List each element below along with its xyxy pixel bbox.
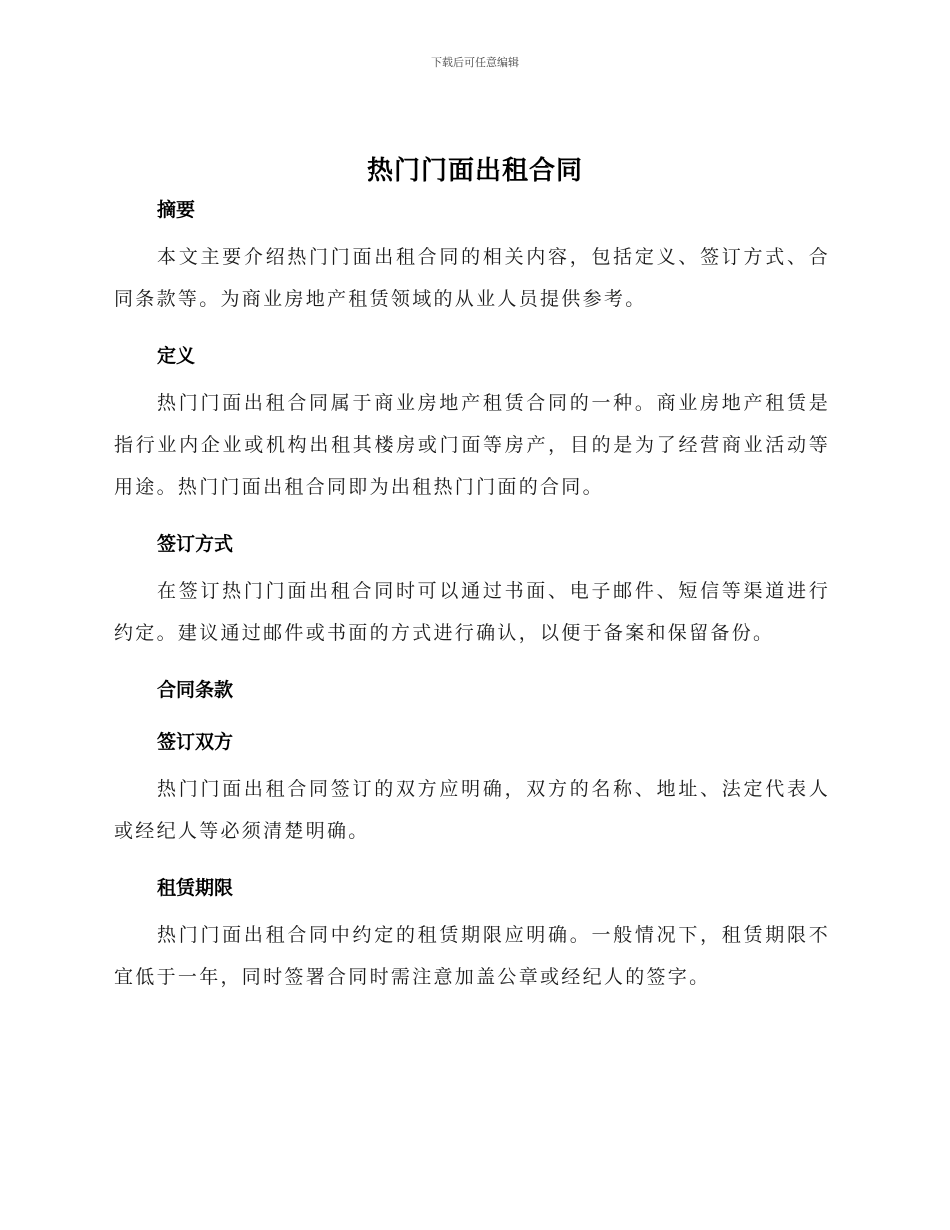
section-text-parties: 热门门面出租合同签订的双方应明确，双方的名称、地址、法定代表人或经纪人等必须清楚明确。: [114, 778, 830, 842]
section-text-signing-method: 在签订热门门面出租合同时可以通过书面、电子邮件、短信等渠道进行约定。建议通过邮件或书面的方式进行确认，以便于备案和保留备份。: [114, 580, 830, 644]
document-body: [114, 194, 830, 998]
header-note: 下载后可任意编辑: [431, 56, 519, 69]
section-heading-lease-term: 租赁期限: [157, 877, 234, 899]
section-text-lease-term: 热门门面出租合同中约定的租赁期限应明确。一般情况下，租赁期限不宜低于一年，同时签署合同时需注意加盖公章或经纪人的签字。: [114, 924, 830, 988]
section-text-abstract: 本文主要介绍热门门面出租合同的相关内容，包括定义、签订方式、合同条款等。为商业房地产租赁领域的从业人员提供参考。: [114, 246, 830, 310]
section-heading-contract-terms: 合同条款: [157, 679, 234, 701]
section-heading-signing-method: 签订方式: [157, 533, 234, 555]
document-title: 热门门面出租合同: [366, 156, 583, 186]
section-text-definition: 热门门面出租合同属于商业房地产租赁合同的一种。商业房地产租赁是指行业内企业或机构出租其楼房或门面等房产，目的是为了经营商业活动等用途。热门门面出租合同即为出租热门门面的合同。: [114, 392, 830, 498]
section-heading-definition: 定义: [157, 345, 196, 367]
section-heading-abstract: 摘要: [157, 199, 196, 221]
section-heading-parties: 签订双方: [157, 731, 234, 753]
